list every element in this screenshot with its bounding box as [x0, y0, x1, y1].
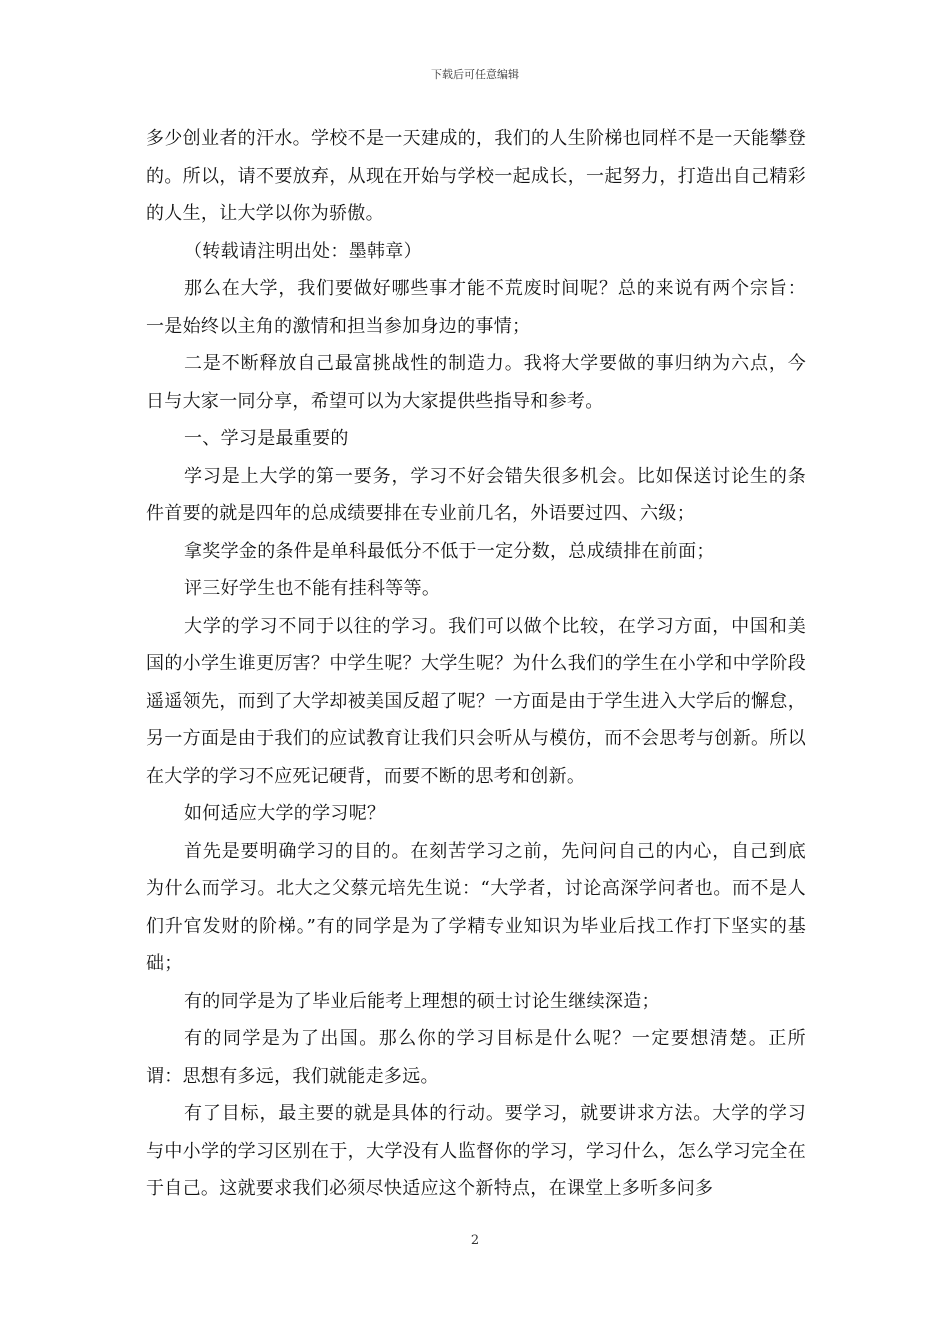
paragraph: 大学的学习不同于以往的学习。我们可以做个比较，在学习方面，中国和美国的小学生谁更厉害？中学生呢？大学生呢？为什么我们的学生在小学和中学阶段遥遥领先，而到了大学却被美国反超了呢？一方面是由于学生进入大学后的懈怠，另一方面是由于我们的应试教育让我们只会听从与模仿，而不会思考与创新。所以在大学的学习不应死记硬背，而要不断的思考和创新。	[146, 615, 806, 787]
paragraph: 拿奖学金的条件是单科最低分不低于一定分数，总成绩排在前面；	[184, 540, 715, 562]
paragraph: （转载请注明出处：墨韩章）	[184, 240, 422, 262]
page-number: 2	[470, 1233, 480, 1248]
paragraph: 如何适应大学的学习呢？	[184, 803, 386, 824]
paragraph: 学习是上大学的第一要务，学习不好会错失很多机会。比如保送讨论生的条件首要的就是四年的总成绩要排在专业前几名，外语要过四、六级；	[146, 465, 806, 524]
paragraph: 二是不断释放自己最富挑战性的制造力。我将大学要做的事归纳为六点，今日与大家一同分享，希望可以为大家提供些指导和参考。	[146, 353, 806, 412]
paragraph: 有了目标，最主要的就是具体的行动。要学习，就要讲求方法。大学的学习与中小学的学习区别在于，大学没有人监督你的学习，学习什么，怎么学习完全在于自己。这就要求我们必须尽快适应这个新特点，在课堂上多听多问多	[146, 1103, 806, 1199]
section-heading: 一、学习是最重要的	[184, 428, 349, 449]
document-body	[146, 120, 806, 1208]
paragraph: 多少创业者的汗水。学校不是一天建成的，我们的人生阶梯也同样不是一天能攀登的。所以，请不要放弃，从现在开始与学校一起成长，一起努力，打造出自己精彩的人生，让大学以你为骄傲。	[146, 128, 806, 224]
paragraph: 那么在大学，我们要做好哪些事才能不荒废时间呢？总的来说有两个宗旨：一是始终以主角的激情和担当参加身边的事情；	[146, 278, 806, 337]
paragraph: 有的同学是为了出国。那么你的学习目标是什么呢？一定要想清楚。正所谓：思想有多远，我们就能走多远。	[146, 1028, 806, 1087]
paragraph: 首先是要明确学习的目的。在刻苦学习之前，先问问自己的内心，自己到底为什么而学习。北大之父蔡元培先生说：“大学者，讨论高深学问者也。而不是人们升官发财的阶梯。”有的同学是为了学精专业知识为毕业后找工作打下坚实的基础；	[146, 840, 806, 974]
paragraph: 评三好学生也不能有挂科等等。	[184, 578, 441, 599]
page-header: 下载后可任意编辑	[431, 68, 519, 81]
paragraph: 有的同学是为了毕业后能考上理想的硕士讨论生继续深造；	[184, 990, 660, 1012]
